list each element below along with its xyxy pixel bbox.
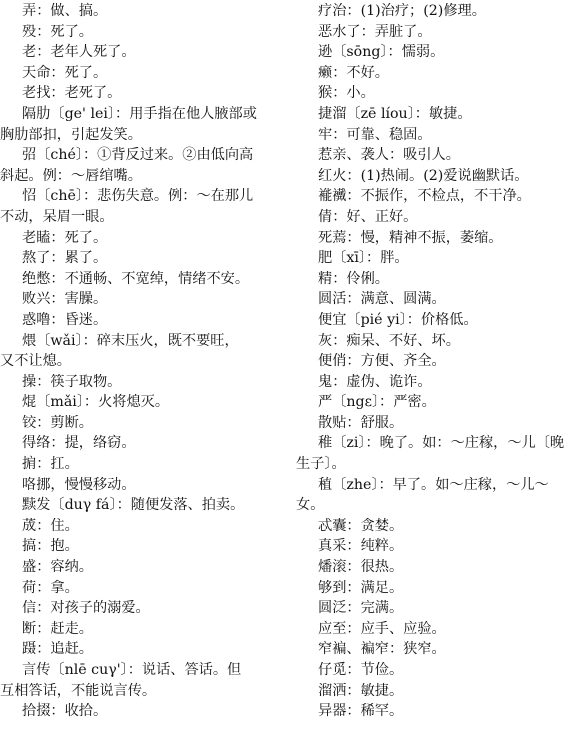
glossary-entry [296,598,569,619]
glossary-entry [296,166,569,187]
glossary-entry [0,289,276,310]
glossary-entry [0,639,276,660]
entry-text: 铰：剪断。 [22,414,93,431]
glossary-entry [296,639,569,660]
entry-text: 咯挪，慢慢移动。 [22,476,136,493]
entry-text: 便俏：方便、齐全。 [318,353,446,370]
entry-text: 隔肋〔ge' lei〕：用手指在他人腋部或 [22,105,257,122]
glossary-entry [296,475,569,516]
entry-text: 便宜〔pié yi〕：价格低。 [318,311,478,328]
glossary-entry [296,145,569,166]
glossary-entry [296,83,569,104]
glossary-entry [0,331,276,372]
glossary-entry [296,392,569,413]
entry-text: 癞：不好。 [318,64,389,81]
glossary-entry [296,536,569,557]
entry-text: 够到：满足。 [318,579,404,596]
glossary-entry [0,454,276,475]
glossary-entry [296,619,569,640]
entry-text: 仔觅：节俭。 [318,662,404,678]
glossary-entry [296,1,569,22]
entry-text: 天命：死了。 [22,64,108,81]
glossary-entry [0,372,276,393]
entry-text: 死蔫：慢，精神不振，萎缩。 [318,229,503,246]
glossary-entry [0,228,276,249]
glossary-entry [296,516,569,537]
glossary-entry [0,557,276,578]
entry-text: 红火：(1)热闹。(2)爱说幽默话。 [318,167,529,184]
entry-continuation: 互相答话，不能说言传。 [0,682,157,699]
entry-text: 弄：做、搞。 [22,3,108,19]
entry-text: 严〔ngε〕：严密。 [318,394,436,411]
entry-text: 稚〔zi〕：晚了。如：～庄稼，～儿〔晚 [318,435,565,452]
entry-text: 弨〔ché〕：①背反过来。②由低向高 [22,147,254,164]
entry-text: 煨〔wǎi〕：碎末压火，既不要旺， [22,332,239,349]
glossary-entry [296,22,569,43]
glossary-entry [296,186,569,207]
entry-text: 搞：抱。 [22,538,79,555]
left-column [0,1,276,722]
entry-text: 灰：痴呆、不好、坏。 [318,332,460,349]
entry-text: 言传〔nlē cuγ'〕：说话、答话。但 [22,662,242,678]
glossary-entry [296,228,569,249]
entry-text: 操：筷子取物。 [22,373,122,390]
entry-text: 异器：稀罕。 [318,703,404,720]
glossary-entry [296,701,569,722]
glossary-entry [0,516,276,537]
entry-text: 真采：纯粹。 [318,538,404,555]
glossary-entry [296,557,569,578]
entry-text: 败兴：害臊。 [22,291,108,308]
entry-text: 圆活：满意、圆满。 [318,291,446,308]
glossary-entry [0,104,276,145]
entry-text: 燔滚：很热。 [318,559,404,576]
glossary-entry [0,22,276,43]
glossary-entry [0,660,276,701]
entry-text: 猴：小。 [318,85,375,102]
glossary-entry [0,248,276,269]
glossary-entry [0,186,276,227]
glossary-entry [0,1,276,22]
glossary-entry [296,207,569,228]
entry-text: 绝憋：不通畅、不宽绰，情绪不安。 [22,270,250,287]
glossary-entry [0,413,276,434]
entry-text: 捷溜〔zē líou〕：敏捷。 [318,105,472,122]
entry-continuation: 斜起。例：～唇绾嘴。 [0,167,142,184]
glossary-entry [0,63,276,84]
entry-text: 应至：应手、应验。 [318,620,446,637]
glossary-entry [296,372,569,393]
glossary-entry [0,701,276,722]
entry-text: 荿：住。 [22,517,79,534]
entry-continuation: 不动，呆眉一眼。 [0,208,114,225]
entry-text: 忒囊：贪婪。 [318,517,404,534]
entry-text: 惹亲、袭人：吸引人。 [318,147,460,164]
entry-text: 褦襶：不振作，不检点，不干净。 [318,188,531,205]
glossary-entry [296,42,569,63]
glossary-entry [0,269,276,290]
entry-text: 焜〔mǎi〕：火将熄灭。 [22,394,170,411]
right-column [296,1,569,722]
entry-text: 倩：好、正好。 [318,208,418,225]
glossary-entry [296,63,569,84]
glossary-entry [0,495,276,516]
glossary-entry [296,578,569,599]
entry-continuation: 女。 [296,497,325,514]
glossary-entry [0,619,276,640]
entry-text: 牢：可靠、稳固。 [318,126,432,143]
glossary-entry [0,475,276,496]
entry-text: 老：老年人死了。 [22,44,136,61]
entry-text: 荷：拿。 [22,579,79,596]
entry-text: 惑噜：昏迷。 [22,311,108,328]
entry-text: 精：伶俐。 [318,270,389,287]
entry-text: 殁：死了。 [22,23,93,40]
entry-continuation: 又不让熄。 [0,353,71,370]
entry-text: 稙〔zhe〕：早了。如～庄稼，～儿～ [318,476,549,493]
glossary-entry [296,351,569,372]
glossary-entry [296,331,569,352]
glossary-entry [296,104,569,125]
glossary-entry [296,660,569,681]
entry-text: 鬼：虚伪、诡诈。 [318,373,432,390]
glossary-entry [0,598,276,619]
entry-text: 拾掇：收拾。 [22,703,108,720]
glossary-entry [296,433,569,474]
entry-text: 窄褊、褊窄：狭窄。 [318,641,446,658]
glossary-entry [296,310,569,331]
entry-text: 蹑：追赶。 [22,641,93,658]
entry-text: 肥〔xī〕：胖。 [318,250,409,267]
entry-text: 掮：扛。 [22,456,79,473]
glossary-entry [0,42,276,63]
glossary-entry [0,433,276,454]
entry-text: 怊〔chē〕：悲伤失意。例：～在那儿 [22,188,254,205]
glossary-entry [296,125,569,146]
glossary-entry [296,413,569,434]
glossary-entry [0,310,276,331]
entry-text: 黩发〔duγ fá〕：随便发落、拍卖。 [22,497,245,514]
entry-text: 得络：提，络窃。 [22,435,136,452]
glossary-entry [0,83,276,104]
entry-text: 盛：容纳。 [22,559,93,576]
entry-text: 老找：老死了。 [22,85,122,102]
entry-continuation: 生子〕。 [296,456,346,473]
entry-text: 溜洒：敏捷。 [318,682,404,699]
glossary-entry [296,248,569,269]
glossary-entry [0,578,276,599]
entry-text: 信：对孩子的溺爱。 [22,600,150,617]
entry-text: 圆泛：完满。 [318,600,404,617]
glossary-entry [0,536,276,557]
entry-continuation: 胸肋部扣，引起发笑。 [0,126,142,143]
entry-text: 老瞌：死了。 [22,229,108,246]
glossary-entry [296,269,569,290]
glossary-entry [0,392,276,413]
entry-text: 断：赶走。 [22,620,93,637]
entry-text: 恶水了：弄脏了。 [318,23,432,40]
glossary-entry [296,681,569,702]
entry-text: 逊〔sōng〕：懦弱。 [318,44,445,61]
glossary-entry [0,145,276,186]
entry-text: 疗治：(1)治疗；(2)修理。 [318,3,486,19]
entry-text: 熬了：累了。 [22,250,108,267]
glossary-entry [296,289,569,310]
entry-text: 散贴：舒服。 [318,414,404,431]
